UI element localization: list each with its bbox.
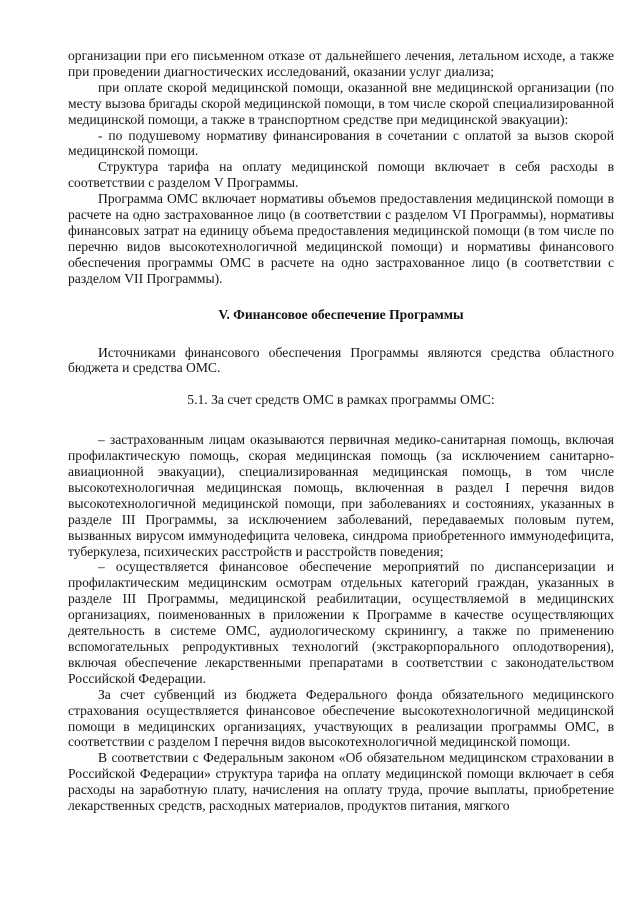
section-heading: V. Финансовое обеспечение Программы [218,306,464,322]
paragraph-federal-law: В соответствии с Федеральным законом «Об обязательном медицинском страховании в Российской Федерации» структура тарифа на оплату медицинской помощи включает в себя расходы на заработную плату, начисления на оплату труда, прочие выплаты, приобретение лекарственных средств, расходных материалов, продуктов питания, мягкого [68,750,614,814]
paragraph-program-norms: Программа ОМС включает нормативы объемов предоставления медицинской помощи в расчете на одно застрахованное лицо (в соответствии с разделом VI Программы), нормативы финансовых затрат на единицу объема предоставления медицинской помощи (в том числе по перечню видов высокотехнологичной медицинской помощи) и нормативы финансового обеспечения программы ОМС в расчете на одно застрахованное лицо (в соответствии с разделом VII Программы). [68,191,614,286]
subsection-heading: 5.1. За счет средств ОМС в рамках программы ОМС: [187,392,495,408]
paragraph-screening-funding: – осуществляется финансовое обеспечение мероприятий по диспансеризации и профилактическим медицинским осмотрам отдельных категорий граждан, указанных в разделе III Программы, медицинской реабилитации, осуществляемой в медицинских организациях, поименованных в приложении к Программе в качестве осуществляющих деятельность в системе ОМС, аудиологическому скринингу, а также по применению вспомогательных репродуктивных технологий (экстракорпорального оплодотворения), включая обеспечение лекарственными препаратами в соответствии с законодательством Российской Федерации. [68,559,614,686]
document-page [68,48,614,814]
paragraph-ambulance-payment: при оплате скорой медицинской помощи, оказанной вне медицинской организации (по месту вызова бригады скорой медицинской помощи, в том числе скорой специализированной медицинской помощи, а также в транспортном средстве при медицинской эвакуации): [68,79,614,127]
paragraph-funding-sources: Источниками финансового обеспечения Программы являются средства областного бюджета и средства ОМС. [68,344,614,376]
paragraph-per-capita-norm: - по подушевому нормативу финансирования в сочетании с оплатой за вызов скорой медицинской помощи. [68,127,614,159]
paragraph-federal-subventions: За счет субвенций из бюджета Федерального фонда обязательного медицинского страхования осуществляется финансовое обеспечение высокотехнологичной медицинской помощи в медицинских организациях, участвующих в реализации программы ОМС, в соответствии с разделом I перечня видов высокотехнологичной медицинской помощи. [68,686,614,750]
paragraph-tariff-structure: Структура тарифа на оплату медицинской помощи включает в себя расходы в соответствии с разделом V Программы. [68,159,614,191]
paragraph-insured-care: – застрахованным лицам оказываются первичная медико-санитарная помощь, включая профилактическую помощь, скорая медицинская помощь (за исключением санитарно-авиационной эвакуации), специализированная медицинская помощь, в том числе высокотехнологичная медицинская помощь, включенная в раздел I перечня видов высокотехнологичной медицинской помощи, при заболеваниях и состояниях, указанных в разделе III Программы, за исключением заболеваний, передаваемых половым путем, вызванных вирусом иммунодефицита человека, синдрома приобретенного иммунодефицита, туберкулеза, психических расстройств и расстройств поведения; [68,432,614,559]
paragraph-continuation: организации при его письменном отказе от дальнейшего лечения, летальном исходе, а также при проведении диагностических исследований, оказании услуг диализа; [68,48,614,79]
